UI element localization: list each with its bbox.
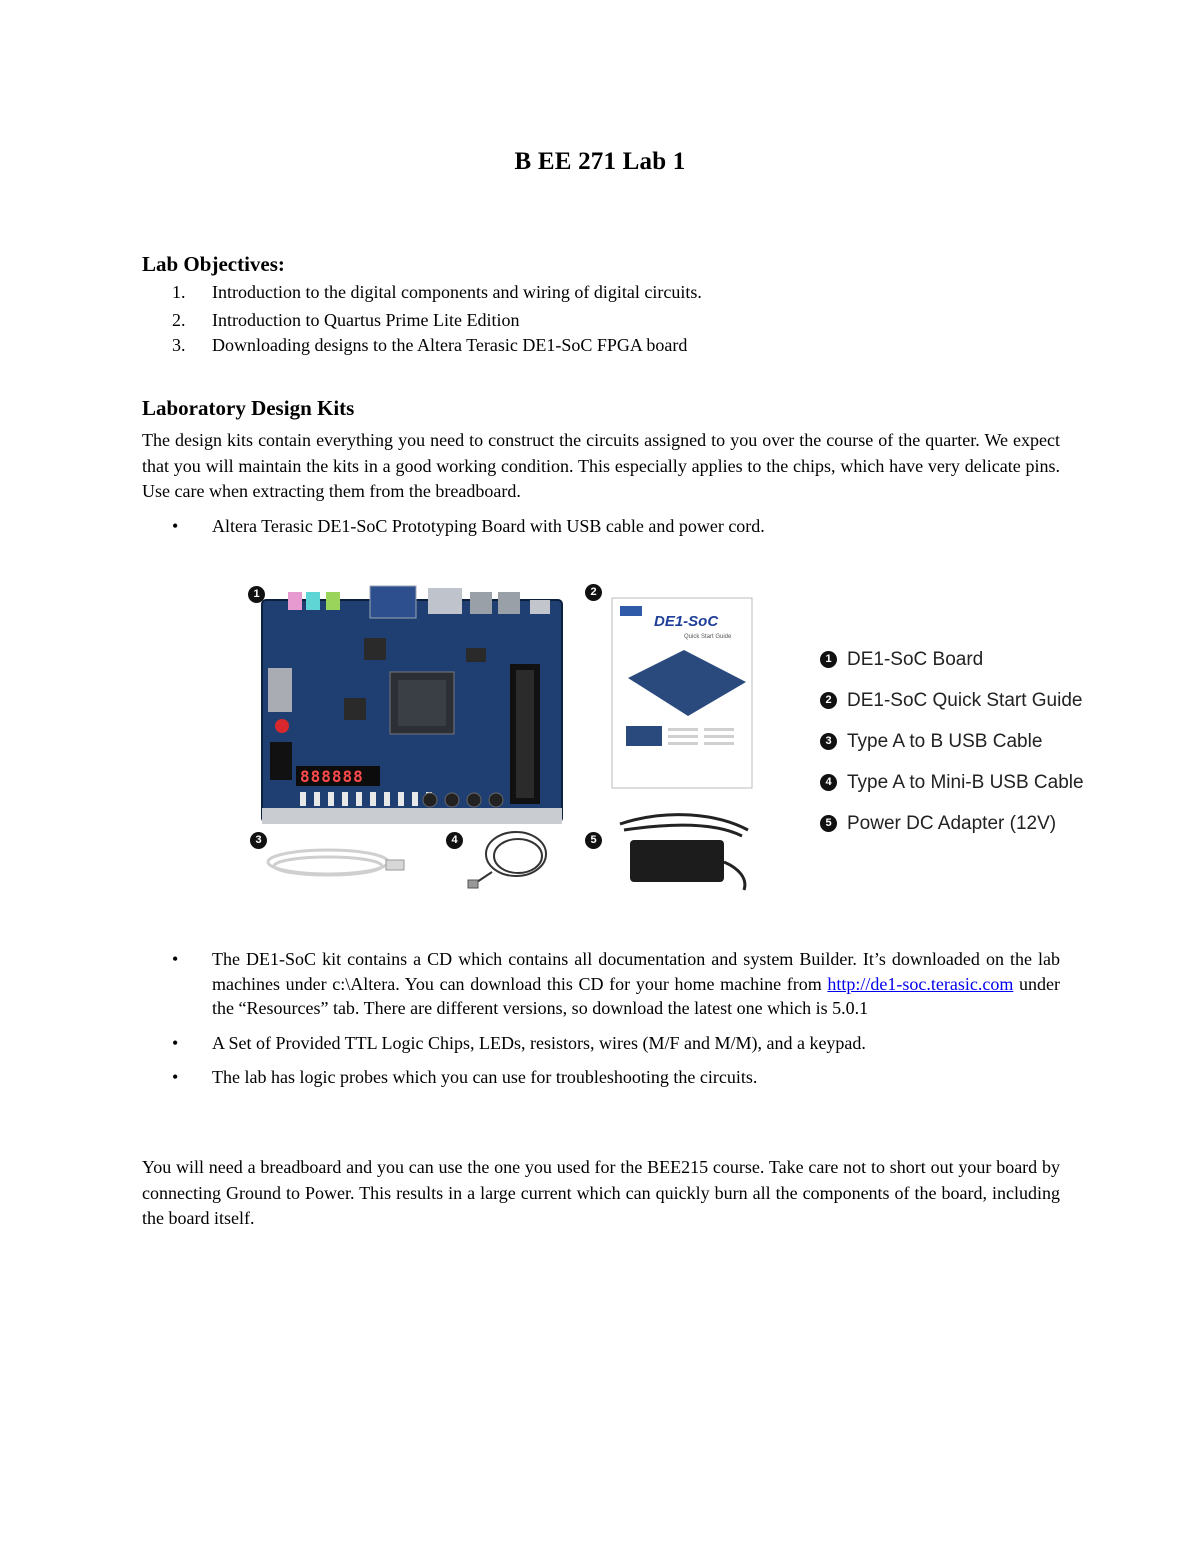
legend-item [820,730,1084,771]
legend-item [820,648,1084,689]
bullet-dot: • [172,949,179,969]
closing-paragraph: You will need a breadboard and you can use the one you used for the BEE215 course. Take care not to short out your board by connecting Ground to Power. This results in a large current which can quickly burn all the components of the board, including the board itself. [142,1157,1060,1228]
usb-mini-b-cable-image [468,832,546,888]
figure-badge-3: 3 [250,832,267,849]
figure-badge-4: 4 [446,832,463,849]
kits-heading: Laboratory Design Kits [142,396,355,420]
legend-number-badge: 4 [820,774,837,791]
objective-item [142,333,702,358]
figure-badge-2: 2 [585,584,602,601]
legend-number-badge: 2 [820,692,837,709]
objective-number: 2. [172,310,186,330]
quick-start-guide-image [612,598,752,788]
objective-text: Introduction to the digital components and wiring of digital circuits. [212,282,702,302]
figure-badge-1: 1 [248,586,265,603]
objective-number: 3. [172,335,186,355]
figure-legend [820,648,1084,853]
legend-item [820,812,1084,853]
seven-segment-display: 888888 [300,767,364,786]
bullet-text: The lab has logic probes which you can use for troubleshooting the circuits. [212,1067,758,1087]
list-item [142,1031,1060,1056]
legend-number-badge: 3 [820,733,837,750]
bullet-text: Altera Terasic DE1-SoC Prototyping Board with USB cable and power cord. [212,516,765,536]
objective-item [142,308,702,333]
legend-number-badge: 5 [820,815,837,832]
kit-bullet-list [142,514,1060,539]
bullet-dot: • [172,1032,179,1053]
objective-item [142,280,702,305]
legend-text: Type A to Mini-B USB Cable [847,772,1084,793]
de1-soc-board-image [262,586,562,824]
bullet-dot: • [172,516,179,536]
kit-photo-illustration [248,578,808,908]
kits-intro-paragraph: The design kits contain everything you need to construct the circuits assigned to you over the course of the quarter. We expect that you will maintain the kits in a good working condition. This especially applies to the chips, which have very delicate pins. Use care when extracting them from the breadboard. [142,430,1060,501]
objective-text: Downloading designs to the Altera Terasic DE1-SoC FPGA board [212,335,688,355]
cd-text-after: under the “Resources” tab. There are different versions, so download the latest one which is 5.0.1 [212,973,1060,1018]
legend-text: Type A to B USB Cable [847,731,1043,752]
legend-text: DE1-SoC Board [847,649,984,670]
resource-bullet-list [142,947,1060,1090]
guide-subtitle: Quick Start Guide [684,634,732,640]
legend-item [820,689,1084,730]
kit-contents-figure [248,578,1118,908]
power-adapter-image [620,815,748,890]
objective-text: Introduction to Quartus Prime Lite Edition [212,310,520,330]
cd-text-before: The DE1-SoC kit contains a CD which contains all documentation and system Builder. It’s downloaded on the lab machines under c:\Altera. You can download this CD for your home machine from [212,949,1060,994]
objectives-list [142,280,702,358]
terasic-resources-link[interactable]: http://de1-soc.terasic.com [827,973,1014,994]
list-item [142,947,1060,1021]
legend-item [820,771,1084,812]
figure-badge-5: 5 [585,832,602,849]
page-title: B EE 271 Lab 1 [514,148,686,175]
legend-text: DE1-SoC Quick Start Guide [847,690,1083,711]
objective-number: 1. [172,282,186,302]
legend-number-badge: 1 [820,651,837,668]
objectives-heading: Lab Objectives: [142,252,285,276]
usb-a-to-b-cable-image [268,850,404,875]
bullet-dot: • [172,1067,179,1087]
bullet-text: A Set of Provided TTL Logic Chips, LEDs, resistors, wires (M/F and M/M), and a keypad. [212,1032,866,1053]
list-item [142,514,1060,539]
legend-text: Power DC Adapter (12V) [847,813,1057,834]
list-item [142,1065,1060,1090]
bullet-text [212,949,1060,1018]
guide-title: DE1-SoC [654,613,719,630]
